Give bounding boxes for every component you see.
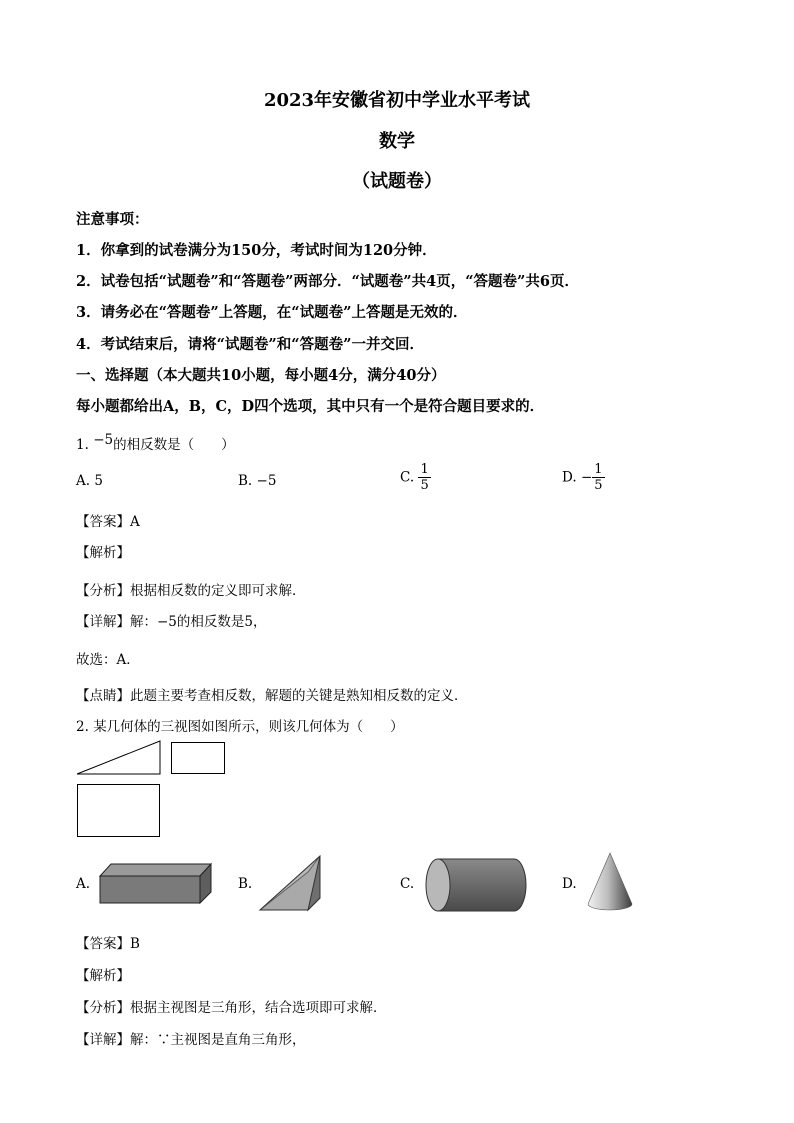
q1-option-d[interactable]: D. − $\frac{1}{5}$ bbox=[562, 462, 603, 493]
top-view-rectangle bbox=[78, 785, 160, 837]
cylinder-figure[interactable] bbox=[424, 856, 530, 914]
stem-text: 的相反数是（ ） bbox=[113, 437, 235, 453]
cone-figure[interactable] bbox=[584, 850, 636, 914]
side-view-rectangle bbox=[172, 743, 225, 774]
section-instruction: 每小题都给出A，B，C，D四个选项，其中只有一个是符合题目要求的． bbox=[76, 398, 545, 415]
q2-option-c-label[interactable]: C. bbox=[400, 876, 415, 892]
q2-xiangjie: 【详解】解：∵主视图是直角三角形， bbox=[76, 1032, 306, 1048]
q2-option-a-label[interactable]: A. bbox=[76, 876, 91, 892]
notice-item-4: 4．考试结束后，请将“试题卷”和“答题卷”一并交回． bbox=[76, 336, 424, 353]
exam-title: 2023年安徽省初中学业水平考试 bbox=[263, 90, 531, 111]
question-1-stem bbox=[76, 433, 235, 453]
section-title: 一、选择题（本大题共10小题，每小题4分，满分40分） bbox=[76, 367, 446, 384]
q1-analysis-tag: 【解析】 bbox=[76, 545, 130, 561]
triangular-prism-figure[interactable] bbox=[256, 852, 328, 914]
q1-option-b[interactable]: B. −5 bbox=[238, 473, 277, 489]
q1-fenxi: 【分析】根据相反数的定义即可求解． bbox=[76, 583, 306, 599]
fraction: $\frac{1}{5}$ bbox=[420, 462, 429, 493]
q1-answer: 【答案】A bbox=[76, 514, 140, 530]
paper-type: （试题卷） bbox=[352, 171, 442, 192]
three-views-figure bbox=[74, 738, 234, 842]
notice-heading: 注意事项： bbox=[76, 211, 149, 228]
q2-option-d-label[interactable]: D. bbox=[562, 876, 577, 892]
q2-analysis-tag: 【解析】 bbox=[76, 968, 130, 984]
q1-option-a[interactable]: A. 5 bbox=[76, 473, 103, 489]
q1-dianjing: 【点睛】此题主要考查相反数，解题的关键是熟知相反数的定义． bbox=[76, 688, 468, 704]
question-number: 1. bbox=[76, 437, 89, 453]
q2-fenxi: 【分析】根据主视图是三角形，结合选项即可求解． bbox=[76, 1000, 387, 1016]
notice-item-1: 1．你拿到的试卷满分为150分，考试时间为120分钟． bbox=[76, 242, 437, 259]
stem-expression: −5 bbox=[93, 432, 114, 448]
q1-option-c[interactable]: C. $\frac{1}{5}$ bbox=[400, 462, 429, 493]
notice-item-2: 2．试卷包括“试题卷”和“答题卷”两部分．“试题卷”共4页，“答题卷”共6页． bbox=[76, 273, 579, 290]
fraction: $\frac{1}{5}$ bbox=[594, 462, 603, 493]
question-2-stem: 2. 某几何体的三视图如图所示，则该几何体为（ ） bbox=[76, 719, 404, 735]
q2-option-b-label[interactable]: B. bbox=[238, 876, 253, 892]
notice-item-3: 3．请务必在“答题卷”上答题，在“试题卷”上答题是无效的． bbox=[76, 304, 468, 321]
subject-title: 数学 bbox=[379, 131, 415, 152]
q2-answer: 【答案】B bbox=[76, 936, 140, 952]
front-view-triangle bbox=[77, 741, 160, 774]
q1-guxuan: 故选：A． bbox=[76, 652, 140, 668]
q1-xiangjie: 【详解】解：−5的相反数是5， bbox=[76, 614, 267, 630]
cuboid-figure[interactable] bbox=[96, 856, 216, 906]
